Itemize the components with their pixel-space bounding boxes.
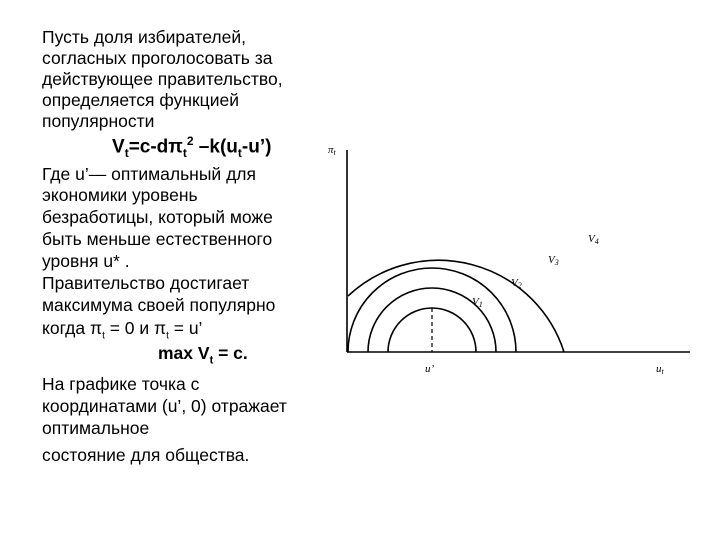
where-line-3: безработицы, который може (42, 207, 273, 227)
formula-v: V (112, 136, 125, 158)
max-b: = c. (213, 343, 248, 363)
where-line-1: Где u’— оптимальный для (42, 164, 256, 184)
intro-line-3: действующее правительство, (42, 69, 283, 89)
curve-v2-label: V2 (511, 277, 522, 290)
where-line-6: Правительство достигает (42, 273, 250, 293)
intro-line-5: популярности (42, 111, 155, 131)
max-a: max V (158, 343, 210, 363)
curve-v1-label: V1 (472, 296, 483, 309)
conclusion-line-3: оптимальное (42, 418, 150, 438)
formula-mid: –k(u (193, 136, 238, 158)
popularity-formula (112, 134, 271, 160)
when-a-sub: t (102, 330, 105, 342)
formula-pi-sup: 2 (186, 134, 194, 148)
curve-v4 (348, 260, 564, 352)
intro-line-4: определяется функцией (42, 90, 239, 110)
when-b-sub: t (166, 330, 169, 342)
formula-end: -u’) (241, 136, 272, 158)
where-line-5: уровня u* . (42, 251, 130, 271)
x-axis-label: ut (656, 363, 664, 376)
when-a: когда π (42, 318, 103, 338)
conclusion-line-4: состояние для общества. (42, 445, 250, 465)
y-axis-label: πt (328, 144, 336, 157)
curve-v3-label: V3 (548, 254, 559, 267)
formula-pi-sub: t (182, 146, 187, 161)
formula-eq: =c-dπ (128, 136, 183, 158)
when-c: = u’ (168, 318, 203, 338)
where-line-4: быть меньше естественного (42, 229, 273, 249)
origin-label: u’ (425, 363, 435, 375)
max-a-sub: t (209, 354, 214, 367)
when-b: = 0 и π (104, 318, 167, 338)
formula-v-sub: t (124, 146, 129, 161)
where-line-2: экономики уровень (42, 185, 198, 205)
max-formula (158, 343, 248, 367)
formula-u-sub: t (237, 146, 242, 161)
intro-line-2: согласных проголосовать за (42, 48, 273, 68)
conclusion-line-2: координатами (u’, 0) отражает (42, 396, 287, 416)
where-line-7: максимума своей популярно (42, 295, 276, 315)
conclusion-line-1: На графике точка с (42, 374, 200, 394)
intro-line-1: Пусть доля избирателей, (42, 27, 247, 47)
popularity-curves-graph (320, 130, 700, 380)
curve-v4-label: V4 (588, 233, 599, 246)
